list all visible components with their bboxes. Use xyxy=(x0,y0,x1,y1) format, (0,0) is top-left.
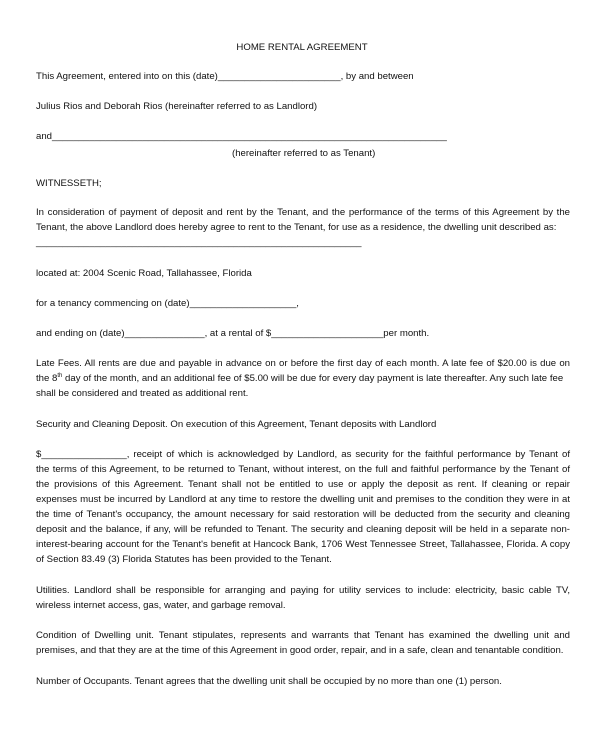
located-at-line: located at: 2004 Scenic Road, Tallahassee, Florida xyxy=(36,268,252,279)
late-fees-line-2a: the 8 xyxy=(36,373,58,384)
consideration-line-1: In consideration of payment of deposit and rent by the Tenant, and the performance of the terms of this Agreement by the xyxy=(36,207,570,218)
deposit-line-6: deposit and the balance, if any, will be refunded to Tenant. The security and cleaning deposit will be held in a separate non- xyxy=(36,524,570,535)
deposit-line-1: $________________, receipt of which is acknowledged by Landlord, as security for the faithful performance by Tenant of xyxy=(36,449,570,460)
tenancy-end-line: and ending on (date)_______________, at a rental of $_____________________per month. xyxy=(36,328,430,339)
deposit-line-2: the terms of this Agreement, to be returned to Tenant, without interest, on the full and faithful performance by the Tenant of xyxy=(36,464,570,475)
late-fees-line-2b: day of the month, and an additional fee of $5.00 will be due for every day payment is late thereafter. Any such late fee xyxy=(62,373,564,384)
condition-line-2: premises, and that they are at the time of this Agreement in good order, repair, and in a safe, clean and tenantable condition. xyxy=(36,645,564,656)
landlord-line: Julius Rios and Deborah Rios (hereinafter referred to as Landlord) xyxy=(36,101,318,112)
late-fees-line-1: Late Fees. All rents are due and payable in advance on or before the first day of each month. A late fee of $20.00 is due on xyxy=(36,358,570,369)
consideration-line-2: Tenant, the above Landlord does hereby agree to rent to the Tenant, for use as a residence, the dwelling unit described as: xyxy=(36,222,557,233)
late-fees-line-3: shall be considered and treated as additional rent. xyxy=(36,388,249,399)
deposit-line-8: of Section 83.49 (3) Florida Statutes has been provided to the Tenant. xyxy=(36,554,332,565)
intro-line: This Agreement, entered into on this (date)_______________________, by and between xyxy=(36,71,414,82)
late-fees-line-2 xyxy=(36,371,570,386)
ordinal-suffix: th xyxy=(57,373,63,379)
tenancy-start-line: for a tenancy commencing on (date)____________________, xyxy=(36,298,299,309)
security-deposit-heading: Security and Cleaning Deposit. On execution of this Agreement, Tenant deposits with Landlord xyxy=(36,419,437,430)
tenant-reference: (hereinafter referred to as Tenant) xyxy=(232,148,376,159)
description-blank-line: _____________________________________________________________ xyxy=(36,237,362,248)
occupants-line: Number of Occupants. Tenant agrees that the dwelling unit shall be occupied by no more than one (1) person. xyxy=(36,676,502,687)
utilities-line-1: Utilities. Landlord shall be responsible for arranging and paying for utility services to include: electricity, basic cable TV, xyxy=(36,585,570,596)
utilities-line-2: wireless internet access, gas, water, and garbage removal. xyxy=(36,600,286,611)
tenant-name-line: and__________________________________________________________________________ xyxy=(36,131,447,142)
witnesseth-heading: WITNESSETH; xyxy=(36,178,102,189)
document-title: HOME RENTAL AGREEMENT xyxy=(236,42,368,53)
deposit-line-4: expenses must be incurred by Landlord at any time to restore the dwelling unit and premises to the condition they were in at xyxy=(36,494,570,505)
condition-line-1: Condition of Dwelling unit. Tenant stipulates, represents and warrants that Tenant has examined the dwelling unit and xyxy=(36,630,570,641)
deposit-line-5: the time of Tenant's occupancy, the amount necessary for said restoration will be deducted from the security and cleaning xyxy=(36,509,570,520)
deposit-line-3: the provisions of this Agreement. Tenant shall not be entitled to use or apply the deposit as rent. If cleaning or repair xyxy=(36,479,570,490)
deposit-line-7: interest-bearing account for the Tenant's benefit at Hancock Bank, 1706 West Tennessee Street, Tallahassee, Florida. A copy xyxy=(36,539,570,550)
